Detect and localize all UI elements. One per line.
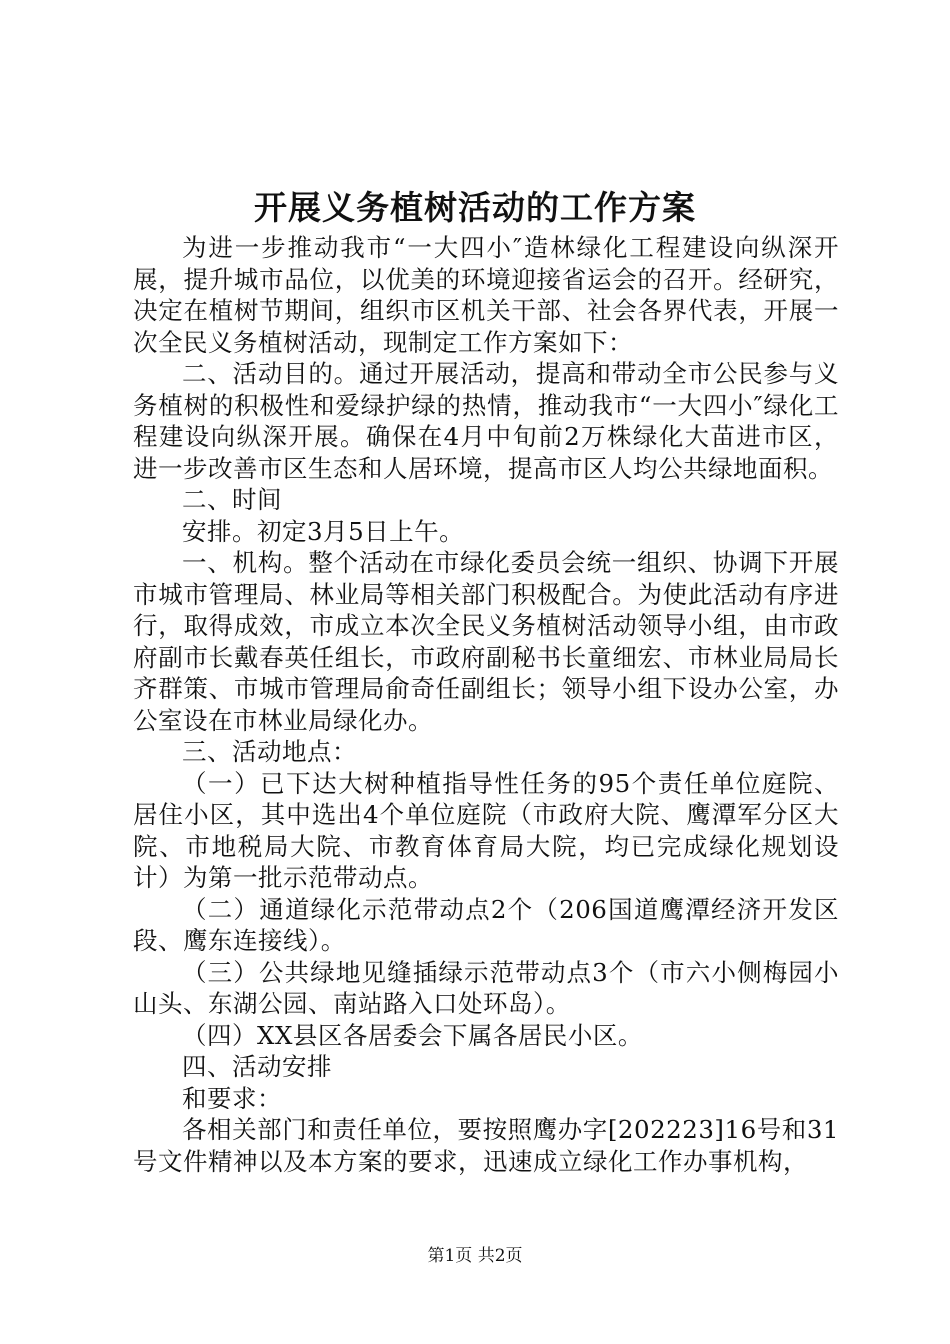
paragraph-location-2: （二）通道绿化示范带动点2个（206国道鹰潭经济开发区段、鹰东连接线）。 (133, 894, 839, 955)
paragraph-requirements: 各相关部门和责任单位，要按照鹰办字[202223]16号和31号文件精神以及本方案的要求，迅速成立绿化工作办事机构， (133, 1115, 839, 1176)
paragraph-purpose: 二、活动目的。通过开展活动，提高和带动全市公民参与义务植树的积极性和爱绿护绿的热情，推动我市“一大四小″绿化工程建设向纵深开展。确保在4月中旬前2万株绿化大苗进市区，进一步改善市区生态和人居环境，提高市区人均公共绿地面积。 (133, 359, 839, 483)
page-number-footer: 第1页 共2页 (427, 1246, 523, 1266)
document-body (133, 232, 839, 1177)
paragraph-location-3: （三）公共绿地见缝插绿示范带动点3个（市六小侧梅园小山头、东湖公园、南站路入口处环岛）。 (133, 957, 839, 1018)
paragraph-schedule: 安排。初定3月5日上午。 (182, 516, 465, 546)
paragraph-location-1: （一）已下达大树种植指导性任务的95个责任单位庭院、居住小区，其中选出4个单位庭院（市政府大院、鹰潭军分区大院、市地税局大院、市教育体育局大院，均已完成绿化规划设计）为第一批示范带动点。 (133, 768, 839, 892)
paragraph-requirements-heading: 和要求： (182, 1083, 282, 1113)
paragraph-time-heading: 二、时间 (182, 485, 282, 514)
paragraph-location-heading: 三、活动地点： (182, 737, 357, 766)
paragraph-intro: 为进一步推动我市“一大四小″造林绿化工程建设向纵深开展，提升城市品位，以优美的环境迎接省运会的召开。经研究，决定在植树节期间，组织市区机关干部、社会各界代表，开展一次全民义务植树活动，现制定工作方案如下： (133, 233, 839, 357)
paragraph-organization: 一、机构。整个活动在市绿化委员会统一组织、协调下开展市城市管理局、林业局等相关部门积极配合。为使此活动有序进行，取得成效，市成立本次全民义务植树活动领导小组，由市政府副市长戴春英任组长，市政府副秘书长童细宏、市林业局局长齐群策、市城市管理局俞奇任副组长；领导小组下设办公室，办公室设在市林业局绿化办。 (133, 548, 839, 735)
paragraph-location-4: （四）XX县区各居委会下属各居民小区。 (182, 1020, 643, 1050)
paragraph-arrangement-heading: 四、活动安排 (182, 1052, 332, 1081)
document-title: 开展义务植树活动的工作方案 (254, 188, 696, 227)
